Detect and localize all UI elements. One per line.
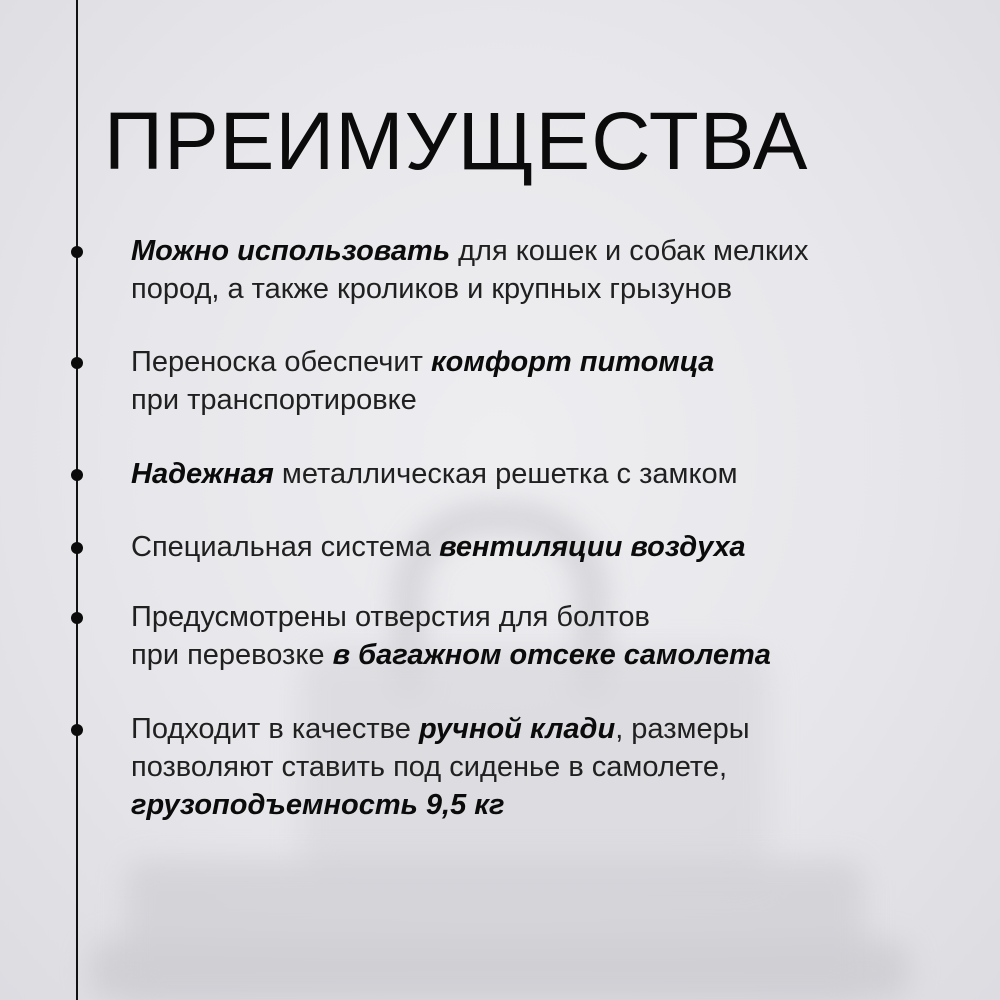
- text-line: [131, 232, 976, 270]
- text-line: [131, 636, 976, 674]
- bullet-dot-icon: [71, 542, 83, 554]
- list-item-text: [131, 232, 976, 308]
- plain-text: для кошек и собак мелких: [450, 235, 809, 267]
- text-line: [131, 598, 976, 636]
- text-line: [131, 786, 976, 824]
- text-line: [131, 528, 976, 566]
- list-item-text: [131, 343, 976, 419]
- emphasized-text: вентиляции воздуха: [439, 531, 746, 563]
- list-item-text: [131, 528, 976, 566]
- carrier-base-silhouette: [125, 860, 865, 1000]
- emphasized-text: ручной клади: [418, 713, 616, 745]
- text-line: [131, 343, 976, 381]
- bullet-dot-icon: [71, 612, 83, 624]
- emphasized-text: Можно использовать: [131, 235, 451, 267]
- list-item-text: [131, 598, 976, 674]
- plain-text: , размеры: [615, 713, 750, 745]
- plain-text: Предусмотрены отверстия для болтов: [131, 601, 650, 633]
- plain-text: Переноска обеспечит: [131, 346, 431, 378]
- text-line: [131, 748, 976, 786]
- text-line: [131, 270, 976, 308]
- timeline-vertical-line: [76, 0, 78, 1000]
- plain-text: при перевозке: [131, 639, 333, 671]
- emphasized-text: Надежная: [131, 458, 274, 490]
- list-item-text: [131, 455, 976, 493]
- plain-text: при транспортировке: [131, 384, 417, 416]
- bullet-dot-icon: [71, 724, 83, 736]
- bullet-dot-icon: [71, 246, 83, 258]
- text-line: [131, 710, 976, 748]
- emphasized-text: грузоподъемность 9,5 кг: [131, 789, 505, 821]
- plain-text: Подходит в качестве: [131, 713, 419, 745]
- bullet-dot-icon: [71, 357, 83, 369]
- list-item-text: [131, 710, 976, 824]
- page-title: ПРЕИМУЩЕСТВА: [104, 96, 809, 187]
- plain-text: пород, а также кроликов и крупных грызунов: [131, 273, 732, 305]
- bullet-dot-icon: [71, 469, 83, 481]
- plain-text: позволяют ставить под сиденье в самолете,: [131, 751, 728, 783]
- text-line: [131, 381, 976, 419]
- text-line: [131, 455, 976, 493]
- plain-text: Специальная система: [131, 531, 440, 563]
- emphasized-text: комфорт питомца: [430, 346, 715, 378]
- plain-text: металлическая решетка с замком: [273, 458, 738, 490]
- emphasized-text: в багажном отсеке самолета: [332, 639, 771, 671]
